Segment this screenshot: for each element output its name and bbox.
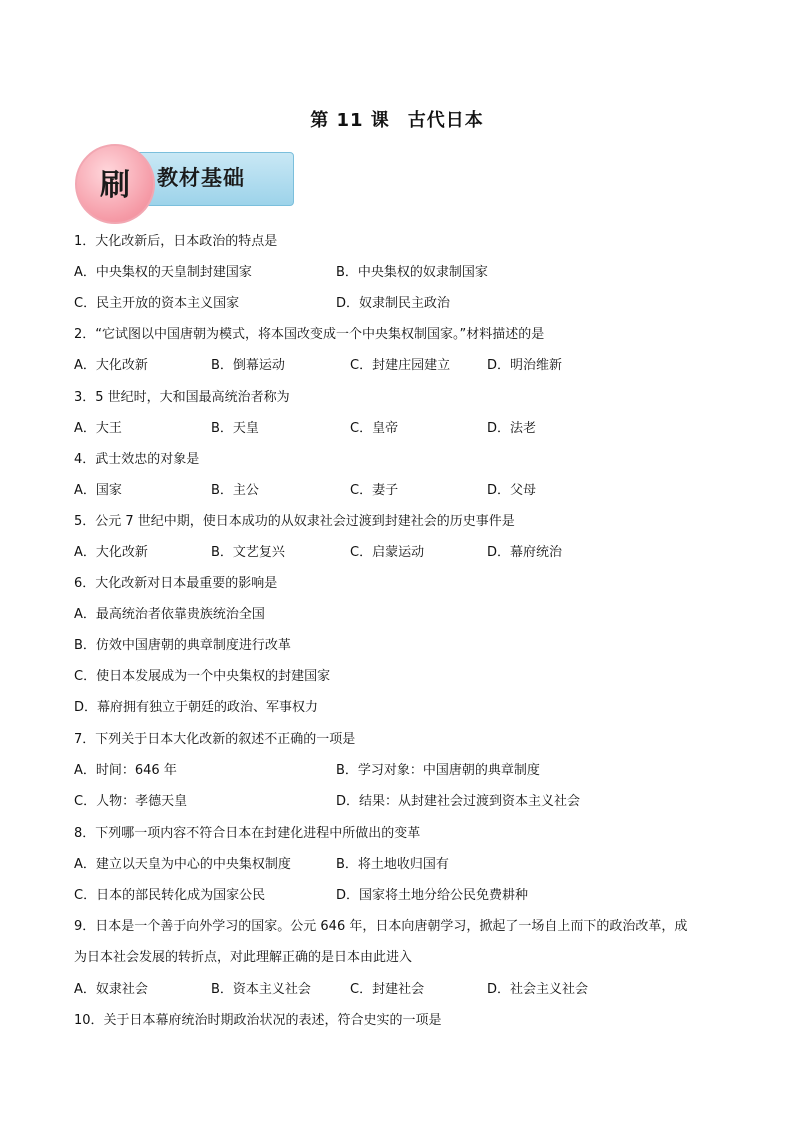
lesson-number: 第 11 课 <box>310 110 390 131</box>
question-3-option-d: D．法老 <box>487 421 537 436</box>
question-1-option-a: A．中央集权的天皇制封建国家 <box>74 265 252 280</box>
question-9-stem: 9．日本是一个善于向外学习的国家。公元 646 年，日本向唐朝学习，掀起了一场自上而下的政治改革，成 <box>74 919 688 934</box>
question-5-stem: 5．公元 7 世纪中期，使日本成功的从奴隶社会过渡到封建社会的历史事件是 <box>74 514 515 529</box>
question-3-option-a: A．大王 <box>74 421 122 436</box>
banner-glyph: 刷 <box>100 168 130 203</box>
question-2-option-d: D．明治维新 <box>487 358 563 373</box>
page-title <box>0 106 794 132</box>
question-3-option-c: C．皇帝 <box>350 421 399 436</box>
question-5-option-d: D．幕府统治 <box>487 545 563 560</box>
question-8-option-a: A．建立以天皇为中心的中央集权制度 <box>74 857 291 872</box>
question-9-option-c: C．封建社会 <box>350 982 425 997</box>
question-6-option-d: D．幕府拥有独立于朝廷的政治、军事权力 <box>74 700 319 715</box>
question-4-option-d: D．父母 <box>487 483 537 498</box>
section-banner <box>75 148 295 210</box>
question-3-stem: 3．5 世纪时，大和国最高统治者称为 <box>74 390 290 405</box>
question-6-option-b: B．仿效中国唐朝的典章制度进行改革 <box>74 638 291 653</box>
lesson-topic: 古代日本 <box>407 110 484 131</box>
banner-label: 教材基础 <box>157 166 245 190</box>
question-6-option-a: A．最高统治者依靠贵族统治全国 <box>74 607 265 622</box>
question-1-option-d: D．奴隶制民主政治 <box>336 296 451 311</box>
question-1-option-b: B．中央集权的奴隶制国家 <box>336 265 488 280</box>
question-8-option-b: B．将土地收归国有 <box>336 857 449 872</box>
question-1-stem: 1．大化改新后，日本政治的特点是 <box>74 234 278 249</box>
question-2-option-a: A．大化改新 <box>74 358 148 373</box>
question-4-option-c: C．妻子 <box>350 483 399 498</box>
question-2-option-b: B．倒幕运动 <box>211 358 285 373</box>
question-9-option-b: B．资本主义社会 <box>211 982 311 997</box>
question-5-option-b: B．文艺复兴 <box>211 545 285 560</box>
question-7-option-d: D．结果：从封建社会过渡到资本主义社会 <box>336 794 581 809</box>
question-4-stem: 4．武士效忠的对象是 <box>74 452 200 467</box>
banner-circle <box>75 144 155 224</box>
question-6-option-c: C．使日本发展成为一个中央集权的封建国家 <box>74 669 331 684</box>
question-4-option-a: A．国家 <box>74 483 122 498</box>
question-8-option-c: C．日本的部民转化成为国家公民 <box>74 888 266 903</box>
question-9-option-d: D．社会主义社会 <box>487 982 589 997</box>
question-9-stem-continued: 为日本社会发展的转折点，对此理解正确的是日本由此进入 <box>74 950 413 965</box>
question-2-stem: 2．“它试图以中国唐朝为模式，将本国改变成一个中央集权制国家。”材料描述的是 <box>74 327 545 342</box>
question-4-option-b: B．主公 <box>211 483 259 498</box>
question-6-stem: 6．大化改新对日本最重要的影响是 <box>74 576 278 591</box>
question-5-option-c: C．启蒙运动 <box>350 545 425 560</box>
question-1-option-c: C．民主开放的资本主义国家 <box>74 296 240 311</box>
question-3-option-b: B．天皇 <box>211 421 259 436</box>
question-7-stem: 7．下列关于日本大化改新的叙述不正确的一项是 <box>74 732 356 747</box>
question-10-stem: 10．关于日本幕府统治时期政治状况的表述，符合史实的一项是 <box>74 1013 442 1028</box>
question-8-option-d: D．国家将土地分给公民免费耕种 <box>336 888 529 903</box>
question-9-option-a: A．奴隶社会 <box>74 982 148 997</box>
question-7-option-a: A．时间：646 年 <box>74 763 177 778</box>
question-2-option-c: C．封建庄园建立 <box>350 358 451 373</box>
question-7-option-c: C．人物：孝德天皇 <box>74 794 188 809</box>
question-8-stem: 8．下列哪一项内容不符合日本在封建化进程中所做出的变革 <box>74 826 421 841</box>
question-5-option-a: A．大化改新 <box>74 545 148 560</box>
question-7-option-b: B．学习对象：中国唐朝的典章制度 <box>336 763 540 778</box>
